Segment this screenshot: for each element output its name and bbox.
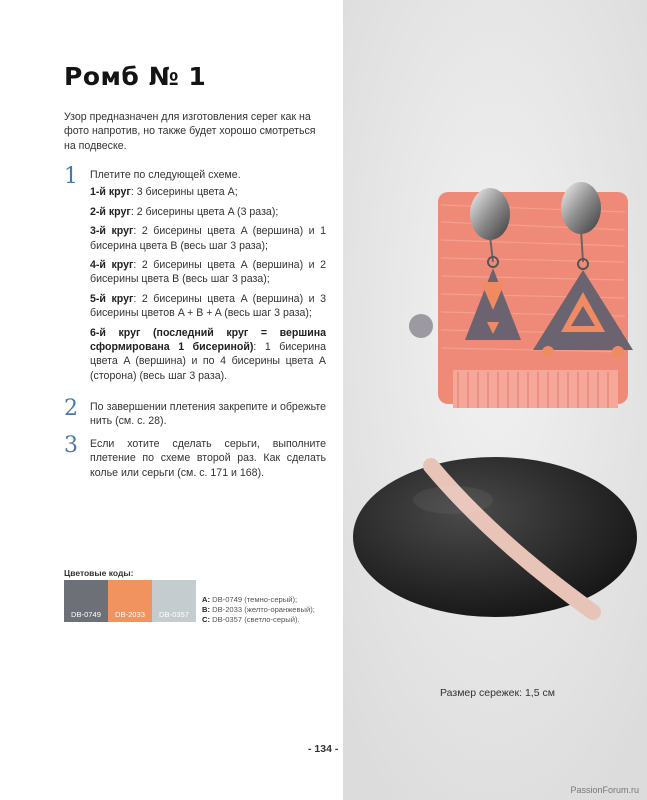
legend-a: A: DB-0749 (темно-серый); — [202, 595, 298, 604]
color-legend — [202, 595, 315, 625]
photo-panel — [343, 0, 647, 800]
step-number: 2 — [64, 396, 78, 421]
swatch-c: DB-0357 — [152, 580, 196, 622]
intro-paragraph: Узор предназначен для изготовления серег как на фото напротив, но также будет хорошо смотреться на подвеске. — [64, 111, 316, 152]
photo-caption: Размер сережек: 1,5 см — [440, 687, 555, 699]
step-1 — [64, 164, 327, 388]
round-6: 6-й круг (последний круг = вершина сформирована 1 бисериной): 1 бисерина цвета A (вершина) и по 4 бисерины цвета A (сторона) (весь шаг 3 раза). — [90, 326, 327, 382]
step-2 — [64, 396, 326, 434]
round-1: 1-й круг: 3 бисерины цвета A; — [90, 186, 238, 199]
step-lead: Плетите по следующей схеме. — [90, 169, 241, 181]
earrings-photo — [343, 0, 647, 800]
legend-c: C: DB-0357 (светло-серый). — [202, 615, 300, 624]
page-title: Ромб № 1 — [64, 62, 207, 91]
round-2: 2-й круг: 2 бисерины цвета A (3 раза); — [90, 205, 279, 218]
swatch-a: DB-0749 — [64, 580, 108, 622]
striped-stone — [353, 457, 637, 617]
step-number: 1 — [64, 164, 78, 189]
round-3: 3-й круг: 2 бисерины цвета A (вершина) и 1 бисерина цвета B (весь шаг 3 раза); — [90, 225, 326, 252]
step-3 — [64, 433, 326, 485]
step-text: Если хотите сделать серьги, выполните плетение по схеме второй раз. Как сделать колье или серьги (см. с. 171 и 168). — [90, 438, 326, 479]
watermark: PassionForum.ru — [570, 785, 639, 795]
page-number: - 134 - — [308, 743, 339, 755]
round-4: 4-й круг: 2 бисерины цвета A (вершина) и 2 бисерины цвета B (весь шаг 3 раза); — [90, 259, 326, 286]
color-codes-title: Цветовые коды: — [64, 568, 134, 578]
step-text: По завершении плетения закрепите и обрежьте нить (см. с. 28). — [90, 401, 326, 428]
round-5: 5-й круг: 2 бисерины цвета A (вершина) и 3 бисерины цветов A + B + A (весь шаг 3 раза); — [90, 292, 326, 320]
step-number: 3 — [64, 433, 78, 458]
swatch-b: DB-2033 — [108, 580, 152, 622]
legend-b: B: DB-2033 (желто-оранжевый); — [202, 605, 315, 614]
